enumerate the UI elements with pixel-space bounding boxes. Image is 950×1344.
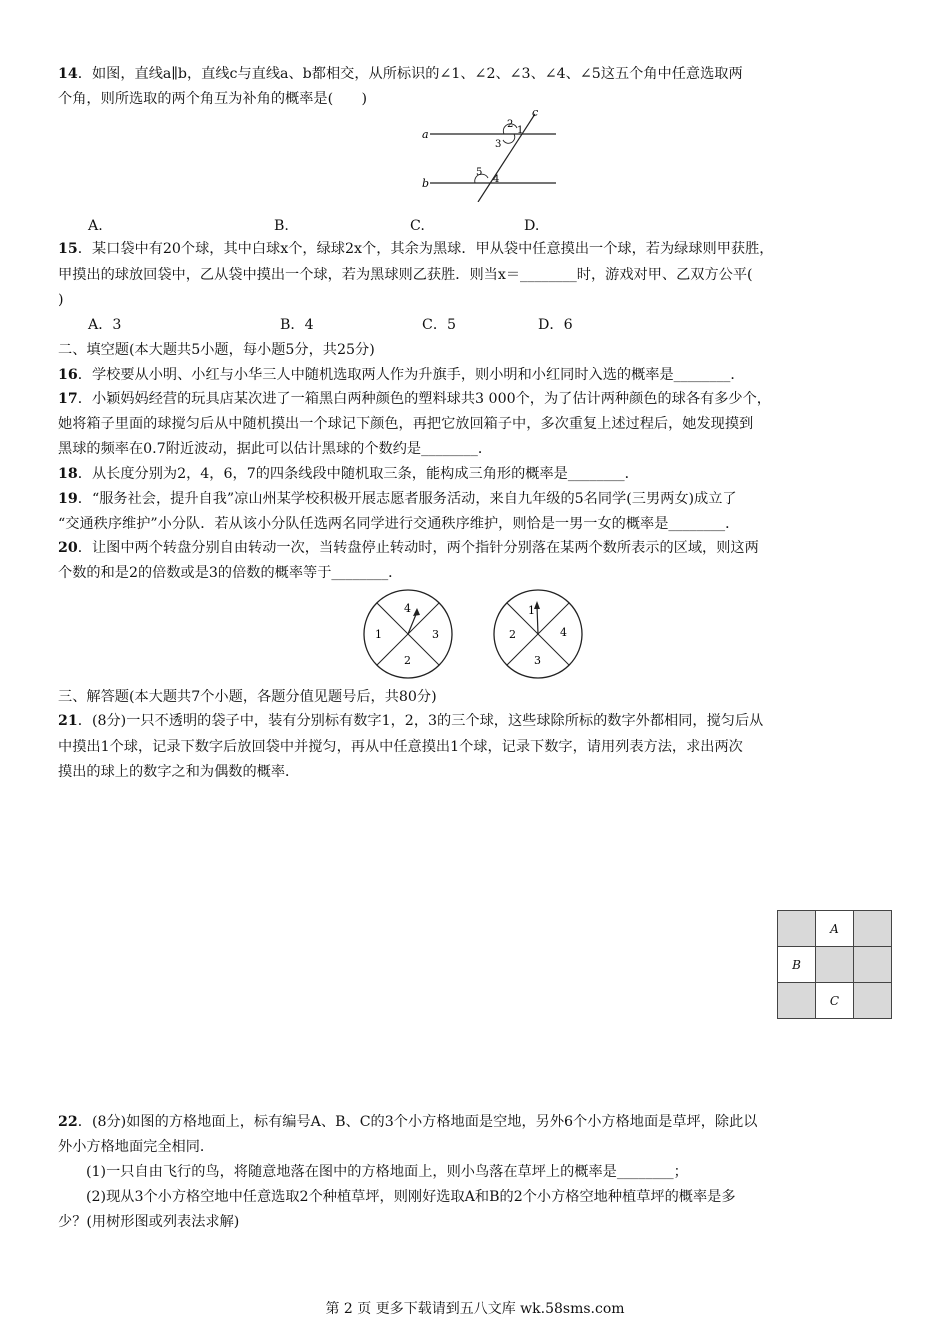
grid-cell-a: A	[816, 911, 854, 947]
label-angle-1: 1	[517, 125, 524, 136]
grid-cell-b: B	[778, 947, 816, 983]
q21-number: 21	[58, 713, 78, 729]
q14-line2: 个角，则所选取的两个角互为补角的概率是( )	[58, 91, 368, 107]
grid-cell-lawn	[778, 983, 816, 1019]
page-footer: 第 2 页 更多下载请到五八文库 wk.58sms.com	[325, 1301, 625, 1317]
label-angle-4: 4	[493, 174, 500, 185]
spinner-1-arrowhead	[413, 608, 420, 616]
q14-option-c: C.	[410, 218, 425, 234]
q17-line3: 黑球的频率在0.7附近波动，据此可以估计黑球的个数约是________．	[58, 441, 493, 457]
q21-line2: 中摸出1个球，记录下数字后放回袋中并搅匀，再从中任意摸出1个球，记录下数字，请用列表方法，求出两次	[58, 739, 743, 755]
spinner-1-label-left: 1	[375, 628, 382, 641]
q19-line1: 19．“服务社会，提升自我”凉山州某学校积极开展志愿者服务活动，来自九年级的5名同学(三男两女)成立了	[58, 491, 737, 507]
q21-line3: 摸出的球上的数字之和为偶数的概率．	[58, 764, 300, 780]
q14-option-b: B.	[274, 218, 289, 234]
grid-cell-lawn	[854, 947, 892, 983]
label-a: a	[422, 128, 429, 141]
spinner-1-label-bottom: 2	[404, 654, 411, 667]
q16-line1: 16．学校要从小明、小红与小华三人中随机选取两人作为升旗手，则小明和小红同时入选的概率是________．	[58, 367, 745, 383]
grid-cell-lawn	[778, 911, 816, 947]
q16-number: 16	[58, 367, 78, 383]
label-angle-3: 3	[495, 139, 502, 150]
q19-line2: “交通秩序维护”小分队．若从该小分队任选两名同学进行交通秩序维护，则恰是一男一女的概率是________．	[58, 516, 740, 532]
section2-heading: 二、填空题(本大题共5小题，每小题5分，共25分)	[58, 342, 375, 358]
q21-line1: 21．(8分)一只不透明的袋子中，装有分别标有数字1，2，3的三个球，这些球除所标的数字外都相同，搅匀后从	[58, 713, 764, 729]
angle-arc-3	[503, 134, 515, 143]
q15-line2: 甲摸出的球放回袋中，乙从袋中摸出一个球，若为黑球则乙获胜．则当x＝________时，游戏对甲、乙双方公平(	[58, 267, 753, 283]
q18-line1: 18．从长度分别为2，4，6，7的四条线段中随机取三条，能构成三角形的概率是________．	[58, 466, 639, 482]
q20-line1: 20．让图中两个转盘分别自由转动一次，当转盘停止转动时，两个指针分别落在某两个数所表示的区域，则这两	[58, 540, 759, 556]
q22-line2: 外小方格地面完全相同．	[58, 1139, 215, 1155]
q22-number: 22	[58, 1114, 78, 1130]
q15-option-d: D．6	[538, 317, 573, 333]
q14-line1: 14．如图，直线a∥b，直线c与直线a、b都相交，从所标识的∠1、∠2、∠3、∠4、∠5这五个角中任意选取两	[58, 66, 743, 82]
spinner-2-label-bottom: 3	[534, 654, 541, 667]
q17-number: 17	[58, 391, 78, 407]
grid-cell-lawn	[854, 911, 892, 947]
q14-option-a: A.	[88, 218, 103, 234]
q19-number: 19	[58, 491, 78, 507]
q17-line2: 她将箱子里面的球搅匀后从中随机摸出一个球记下颜色，再把它放回箱子中，多次重复上述过程后，她发现摸到	[58, 416, 754, 432]
spinner-2-pointer	[537, 606, 538, 634]
q15-line3: )	[58, 292, 64, 308]
parallel-lines-figure	[420, 106, 570, 202]
spinner-2-label-top: 1	[528, 604, 535, 617]
q15-option-a: A．3	[88, 317, 122, 333]
q18-number: 18	[58, 466, 78, 482]
spinner-1-label-top: 4	[404, 602, 411, 615]
q22-part2b: 少？(用树形图或列表法求解)	[58, 1214, 240, 1230]
q17-line1: 17．小颖妈妈经营的玩具店某次进了一箱黑白两种颜色的塑料球共3 000个，为了估计两种颜色的球各有多少个，	[58, 391, 771, 407]
q22-line1: 22．(8分)如图的方格地面上，标有编号A、B、C的3个小方格地面是空地，另外6个小方格地面是草坪，除此以	[58, 1114, 758, 1130]
spinners-figure	[360, 588, 590, 680]
q14-option-d: D.	[524, 218, 540, 234]
label-angle-5: 5	[476, 167, 483, 178]
label-b: b	[422, 177, 430, 190]
q14-number: 14	[58, 66, 78, 82]
section3-heading: 三、解答题(本大题共7个小题，各题分值见题号后，共80分)	[58, 689, 437, 705]
q20-line2: 个数的和是2的倍数或是3的倍数的概率等于________．	[58, 565, 403, 581]
q15-line1: 15．某口袋中有20个球，其中白球x个，绿球2x个，其余为黑球．甲从袋中任意摸出一个球，若为绿球则甲获胜，	[58, 241, 774, 257]
q20-number: 20	[58, 540, 78, 556]
square-grid-figure	[777, 910, 892, 1019]
spinner-2-label-right: 4	[560, 626, 567, 639]
grid-cell-lawn	[854, 983, 892, 1019]
grid-cell-lawn	[816, 947, 854, 983]
spinner-2-label-left: 2	[509, 628, 516, 641]
spinner-1-label-right: 3	[432, 628, 439, 641]
label-c: c	[532, 106, 539, 119]
grid-cell-c: C	[816, 983, 854, 1019]
q22-part2a: (2)现从3个小方格空地中任意选取2个种植草坪，则刚好选取A和B的2个小方格空地种植草坪的概率是多	[86, 1189, 736, 1205]
spinner-1	[364, 590, 452, 678]
q22-part1: (1)一只自由飞行的鸟，将随意地落在图中的方格地面上，则小鸟落在草坪上的概率是________；	[86, 1164, 688, 1180]
spinner-2	[494, 590, 582, 678]
q15-number: 15	[58, 241, 78, 257]
q15-option-c: C．5	[422, 317, 457, 333]
q15-option-b: B．4	[280, 317, 314, 333]
label-angle-2: 2	[507, 119, 514, 130]
